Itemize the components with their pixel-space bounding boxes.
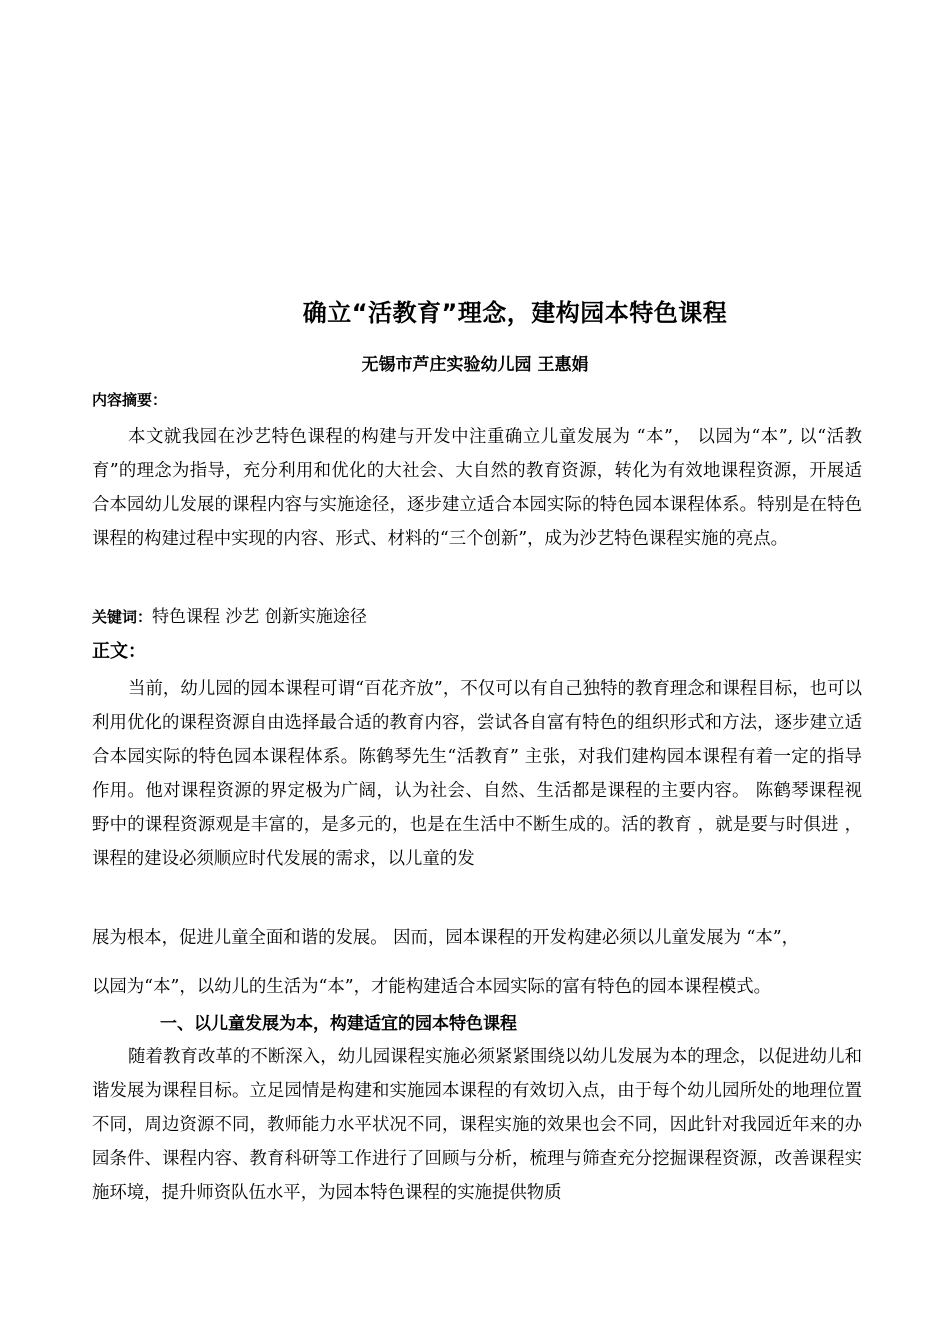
abstract-label: 内容摘要： <box>92 391 168 409</box>
body-paragraph-continued: 以园为“本”，以幼儿的生活为“本”，才能构建适合本园实际的富有特色的园本课程模式。 <box>92 977 772 997</box>
keywords-label: 关键词： <box>92 608 153 626</box>
body-paragraph: 当前，幼儿园的园本课程可谓“百花齐放”，不仅可以有自己独特的教育理念和课程目标，也可以利用优化的课程资源自由选择最合适的教育内容，尝试各自富有特色的组织形式和方法，逐步建立适合本园实际的特色园本课程体系。陈鹤琴先生“活教育” 主张，对我们建构园本课程有着一定的指导作用。他对课程资源的界定极为广阔，认为社会、自然、生活都是课程的主要内容。 陈鹤琴课程视野中的课程资源观是丰富的，是多元的，也是在生活中不断生成的。活的教育 ，就是要与时俱进 ，课程的建设必须顺应时代发展的需求，以儿童的发 <box>92 679 862 869</box>
body-label: 正文： <box>92 641 146 662</box>
keywords-line <box>92 605 367 629</box>
section-heading: 一、以儿童发展为本，构建适宜的园本特色课程 <box>160 1014 517 1034</box>
author-line: 无锡市芦庄实验幼儿园 王惠娟 <box>361 355 589 375</box>
section-paragraph: 随着教育改革的不断深入，幼儿园课程实施必须紧紧围绕以幼儿发展为本的理念，以促进幼儿和谐发展为课程目标。立足园情是构建和实施园本课程的有效切入点，由于每个幼儿园所处的地理位置不同，周边资源不同，教师能力水平状况不同，课程实施的效果也会不同，因此针对我园近年来的办园条件、课程内容、教育科研等工作进行了回顾与分析，梳理与筛查充分挖掘课程资源，改善课程实施环境，提升师资队伍水平，为园本特色课程的实施提供物质 <box>92 1047 862 1203</box>
keywords-text: 特色课程 沙艺 创新实施途径 <box>152 607 367 627</box>
body-paragraph-continued: 展为根本，促进儿童全面和谐的发展。 因而，园本课程的开发构建必须以儿童发展为 “本”， <box>92 928 800 948</box>
document-title: 确立“活教育”理念，建构园本特色课程 <box>302 299 728 327</box>
abstract-text: 本文就我园在沙艺特色课程的构建与开发中注重确立儿童发展为 “本”， 以园为“本”, 以“活教育”的理念为指导，充分利用和优化的大社会、大自然的教育资源，转化为有效地课程资源，开展适合本园幼儿发展的课程内容与实施途径，逐步建立适合本园实际的特色园本课程体系。特别是在特色课程的构建过程中实现的内容、形式、材料的“三个创新”，成为沙艺特色课程实施的亮点。 <box>92 427 862 549</box>
